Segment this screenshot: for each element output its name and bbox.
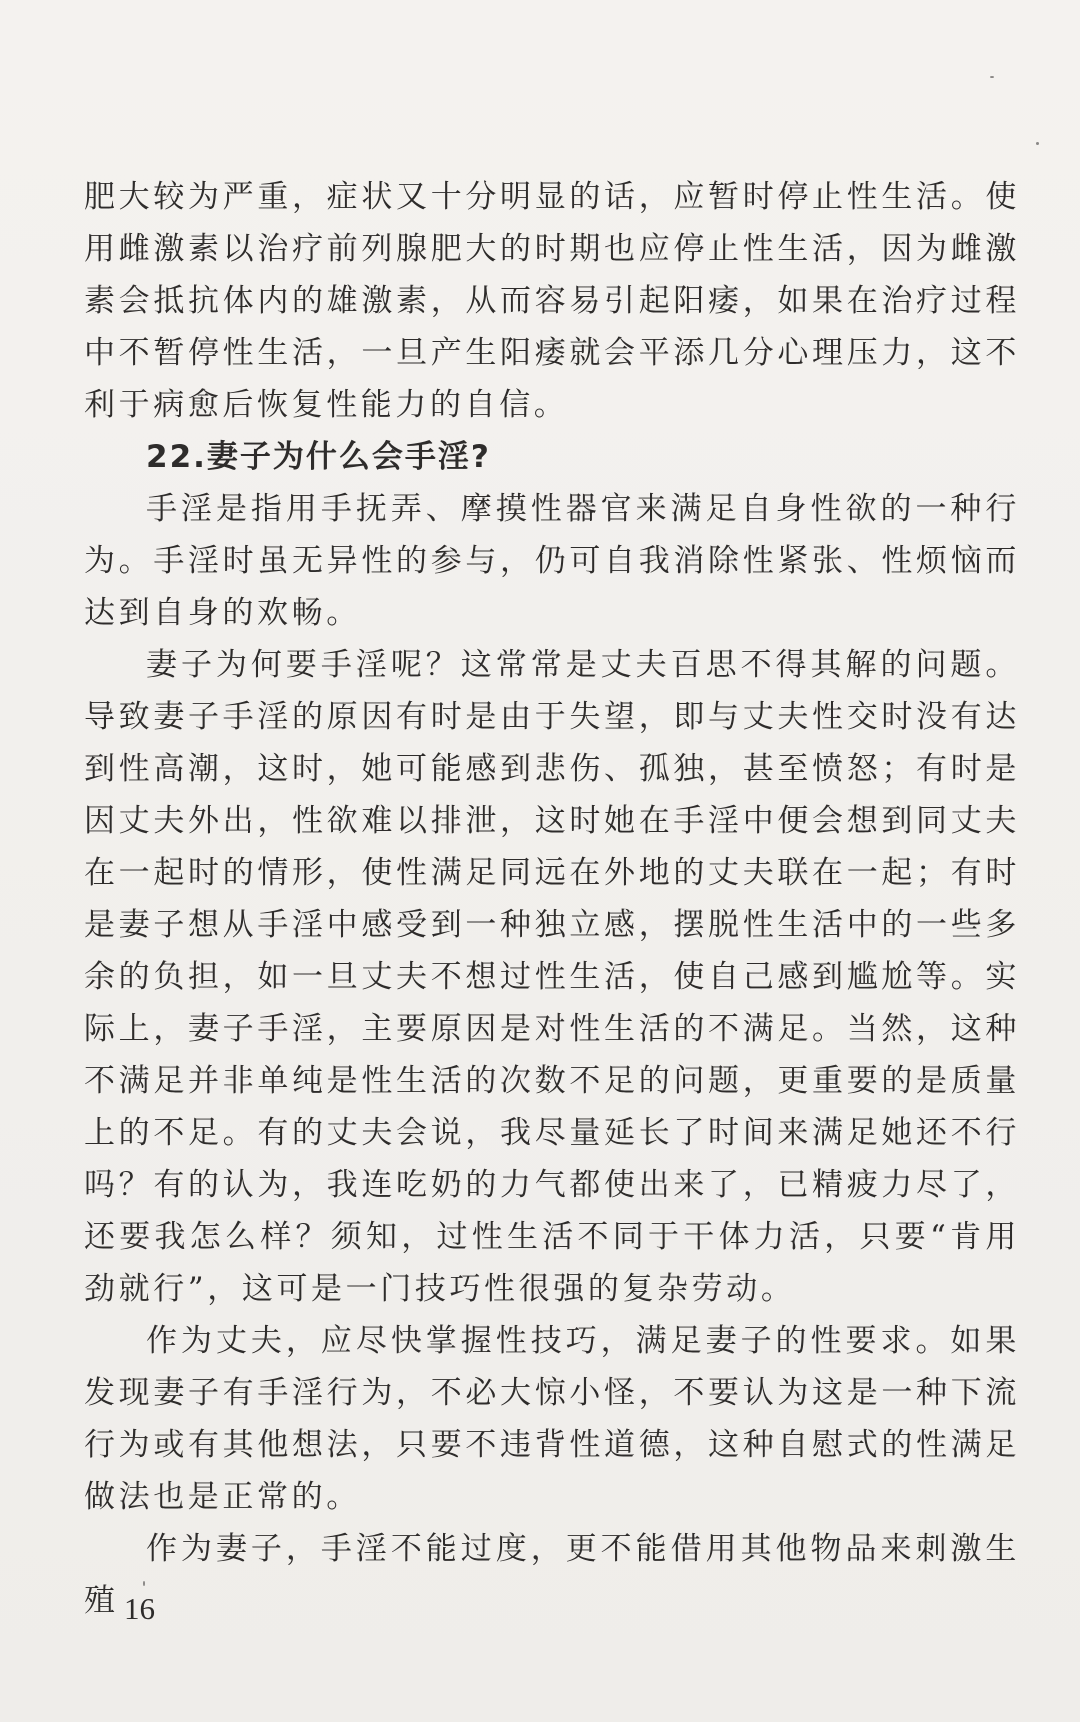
paragraph: 作为妻子，手淫不能过度，更不能借用其他物品来刺激生殖 [84,1531,1020,1619]
paragraph: 手淫是指用手抚弄、摩摸性器官来满足自身性欲的一种行为。手淫时虽无异性的参与，仍可自我消除性紧张、性烦恼而达到自身的欢畅。 [84,491,1020,631]
paper-speck [1036,142,1039,145]
paragraph: 妻子为何要手淫呢？这常常是丈夫百思不得其解的问题。导致妻子手淫的原因有时是由于失望，即与丈夫性交时没有达到性高潮，这时，她可能感到悲伤、孤独，甚至愤怒；有时是因丈夫外出，性欲难以排泄，这时她在手淫中便会想到同丈夫在一起时的情形，使性满足同远在外地的丈夫联在一起；有时是妻子想从手淫中感受到一种独立感，摆脱性生活中的一些多余的负担，如一旦丈夫不想过性生活，使自己感到尴尬等。实际上，妻子手淫，主要原因是对性生活的不满足。当然，这种不满足并非单纯是性生活的次数不足的问题，更重要的是质量上的不足。有的丈夫会说，我尽量延长了时间来满足她还不行吗？有的认为，我连吃奶的力气都使出来了，已精疲力尽了，还要我怎么样？须知，过性生活不同于干体力活，只要“肯用劲就行”，这可是一门技巧性很强的复杂劳动。 [84,647,1020,1307]
paper-speck [990,76,994,78]
section-heading: 22.妻子为什么会手淫? [146,439,491,475]
page-number: 16 [124,1591,155,1626]
paper-speck [143,1581,145,1586]
paragraph: 作为丈夫，应尽快掌握性技巧，满足妻子的性要求。如果发现妻子有手淫行为，不必大惊小怪，不要认为这是一种下流行为或有其他想法，只要不违背性道德，这种自慰式的性满足做法也是正常的。 [84,1323,1020,1515]
page-body [84,171,1020,1627]
paragraph-continued: 肥大较为严重，症状又十分明显的话，应暂时停止性生活。使用雌激素以治疗前列腺肥大的时期也应停止性生活，因为雌激素会抵抗体内的雄激素，从而容易引起阳痿，如果在治疗过程中不暂停性生活，一旦产生阳痿就会平添几分心理压力，这不利于病愈后恢复性能力的自信。 [84,179,1020,423]
